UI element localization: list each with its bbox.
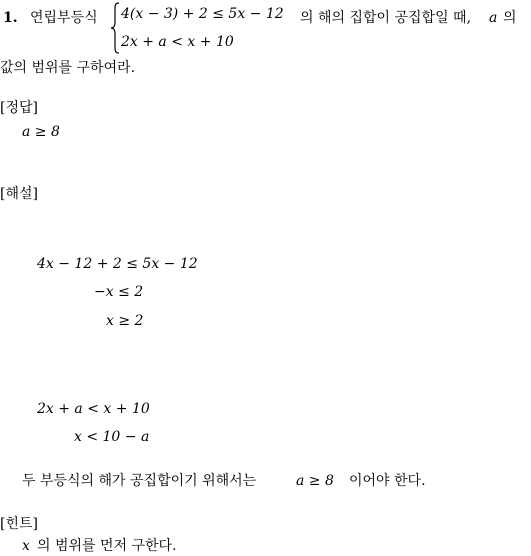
system-brace (110, 2, 120, 54)
solution-conclusion-text: 두 부등식의 해가 공집합이기 위해서는 (22, 473, 257, 489)
problem-var-a: a (489, 10, 498, 26)
problem-after: 의 해의 집합이 공집합일 때, (300, 10, 472, 26)
hint-text: 의 범위를 먼저 구한다. (37, 538, 177, 554)
solution-step-2: −x ≤ 2 (94, 284, 144, 300)
solution-conclusion-end: 이어야 한다. (349, 473, 426, 489)
solution-step-5: x < 10 − a (74, 429, 150, 445)
system-line-1: 4(x − 3) + 2 ≤ 5x − 12 (121, 6, 284, 22)
problem-intro: 연립부등식 (30, 10, 98, 26)
problem-line-2: 값의 범위를 구하여라. (0, 60, 136, 76)
solution-step-3: x ≥ 2 (106, 313, 144, 329)
hint-header: [힌트] (0, 516, 38, 532)
solution-step-1: 4x − 12 + 2 ≤ 5x − 12 (37, 256, 198, 272)
system-line-2: 2x + a < x + 10 (121, 34, 234, 50)
answer-value: a ≥ 8 (22, 124, 60, 140)
hint-var-x: x (22, 538, 30, 554)
solution-header: [해설] (0, 186, 38, 202)
solution-step-4: 2x + a < x + 10 (37, 401, 150, 417)
problem-tail: 의 (503, 10, 517, 26)
answer-header: [정답] (0, 100, 38, 116)
solution-conclusion-math: a ≥ 8 (296, 473, 334, 489)
problem-number: 1. (3, 10, 18, 26)
